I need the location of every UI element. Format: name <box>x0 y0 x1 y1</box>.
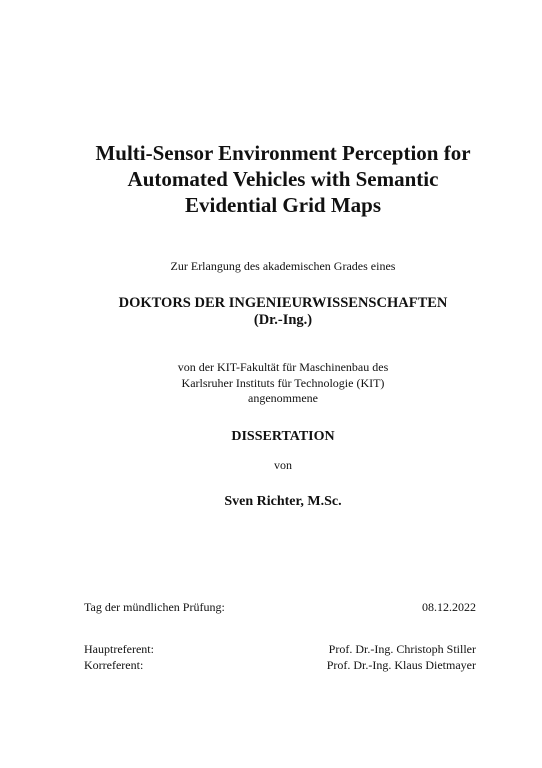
co-referee-row <box>84 658 476 674</box>
thesis-title-line-3: Evidential Grid Maps <box>184 193 382 217</box>
document-type: DISSERTATION <box>231 429 335 444</box>
faculty-line-3: angenommene <box>248 391 318 405</box>
exam-date-label: Tag der mündlichen Prüfung: <box>84 600 225 614</box>
degree-name-line-1: DOKTORS DER INGENIEURWISSENSCHAFTEN <box>118 295 448 311</box>
faculty-statement <box>40 360 526 407</box>
thesis-title-line-1: Multi-Sensor Environment Perception for <box>95 141 471 165</box>
main-referee-value: Prof. Dr.-Ing. Christoph Stiller <box>328 642 476 656</box>
faculty-line-1: von der KIT-Fakultät für Maschinenbau des <box>177 360 389 374</box>
by-word: von <box>274 458 292 472</box>
exam-date-row <box>84 600 476 616</box>
main-referee-row <box>84 642 476 658</box>
exam-date-value: 08.12.2022 <box>422 600 476 614</box>
degree-name <box>40 295 526 329</box>
co-referee-value: Prof. Dr.-Ing. Klaus Dietmayer <box>326 658 476 672</box>
faculty-line-2: Karlsruher Instituts für Technologie (KIT) <box>181 375 385 390</box>
degree-purpose: Zur Erlangung des akademischen Grades eines <box>170 259 396 273</box>
degree-name-line-2: (Dr.-Ing.) <box>253 312 313 328</box>
main-referee-label: Hauptreferent: <box>84 642 154 656</box>
thesis-title <box>40 140 526 218</box>
thesis-title-line-2: Automated Vehicles with Semantic <box>127 167 439 191</box>
co-referee-label: Korreferent: <box>84 658 144 672</box>
author-name: Sven Richter, M.Sc. <box>224 494 342 509</box>
